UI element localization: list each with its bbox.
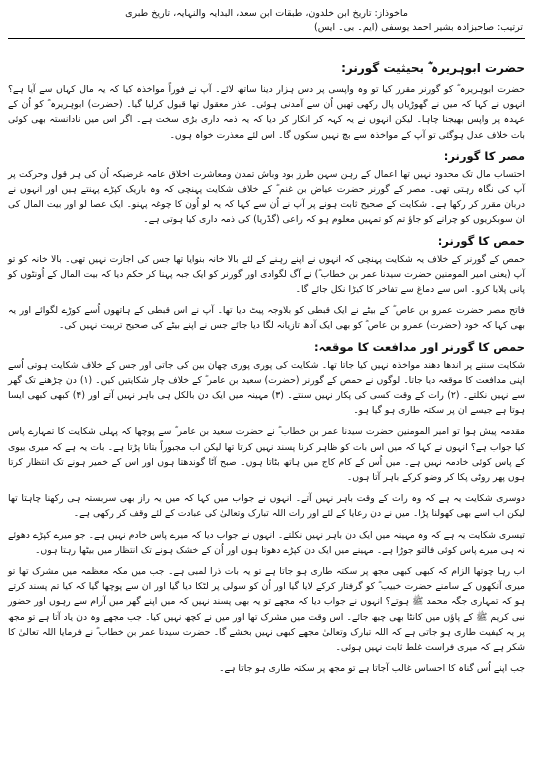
section-abu-hurairah [8,61,525,143]
paragraph: شکایت سننے پر اندھا دھند مواخذہ نہیں کیا جاتا تھا۔ شکایت کی پوری پوری چھان بین کی جاتی اور جس کے خلاف شکایت ہوتی اُسے اپنی مدافعت کا موقعہ دیا جاتا۔ لوگوں نے حمص کے گورنر (حضرت) سعید بن عامر ؓ کے خلاف چار شکایتیں کیں۔ (۱) دن چڑھنے تک گھر سے نہیں نکلتے۔ (۲) رات کے وقت کسی کی پکار نہیں سنتے۔ (۳) مہینہ میں ایک دن بالکل ہی باہر نہیں آتے اور (۴) کبھی کبھی ایسا ہوتا ہے جیسے ان پر سکتہ طاری ہو گیا ہو۔ [8,359,525,417]
section-heading: مصر کا گورنر: [443,148,525,163]
section-hims-defense [8,340,525,677]
section-heading: حضرت ابوہریرہ ؓ بحیثیت گورنر: [341,61,525,75]
paragraph: حضرت ابوہریرہ ؓ کو گورنر مقرر کیا تو وہ واپسی پر دس ہزار دینا ساتھ لائے۔ آپ نے فوراً مواخذہ کیا کہ یہ مال کہاں سے آیا ہے؟ انہوں نے کہا کہ میں نے گھوڑیاں پال رکھی تھیں اُن سے آمدنی ہوئی۔ عذر معقول تھا قبول کرلیا گیا۔ (حضرت) ابوہریرہ ؓ کو اُن کے عہدہ پر واپس بھیجنا چاہا۔ لیکن انہوں نے یہ کہہ کر انکار کر دیا کہ یہ ذمہ داری بڑی سخت ہے۔ اگر اس میں نادانستہ بھی کوئی بات خلاف عدل ہوگئی تو آپ کے مواخذہ سے بچ نہیں سکوں گا۔ اس لئے معذرت خواہ ہوں۔ [8,84,525,141]
section-hims-governor [8,234,525,334]
paragraph: احتساب مال تک محدود نہیں تھا اعمال کے رہن سہن طرز بود وباش تمدن ومعاشرت اخلاق عامہ غرضیکہ اُن کی ہر قول وحرکت پر آپ کی نگاہ رہتی تھی۔ مصر کے گورنر حضرت عیاض بن غنم ؓ کے خلاف شکایت پہنچی کہ وہ باریک کپڑے پہنتے ہیں اور انہوں نے دربان مقرر کر رکھا ہے۔ شکایت کے صحیح ثابت ہونے پر آپ نے اُن سے کہا کہ یہ لو اُون کا چوغہ پہنو۔ ایک عصا لو اور بیت المال کی ان سوبکریوں کو چرانے کو جاؤ تم کو تمہیں معلوم ہو کہ راعی (گڈریا) کی ذمہ داری کیا ہوتی ہے۔ [8,168,525,226]
section-heading: حمص کا گورنر: [437,233,525,248]
paragraph: مقدمہ پیش ہوا تو امیر المومنین حضرت سیدنا عمر بن خطاب ؓ نے حضرت سعید بن عامر ؓ سے پوچھا کہ پہلی شکایت کا تمہارے پاس کیا جواب ہے؟ انہوں نے کہا کہ میں اس بات کو ظاہر کرنا پسند نہیں کرتا تھا لیکن اب مجبوراً بتانا پڑتا ہے۔ بات یہ ہے کہ میری بیوی کے پاس کوئی خادمہ نہیں ہے۔ میں اُس کے کام کاج میں ہاتھ بٹاتا ہوں۔ صبح آٹا گوندھتا ہوں اور اس کے خمیر ہونے تک انتظار کرتا ہوں پھر روٹی پکا کر وضو کرکے باہر آتا ہوں۔ [8,426,525,484]
section-heading: حمص کا گورنر اور مدافعت کا موقعہ: [313,339,525,354]
section-egypt-governor [8,149,525,228]
paragraph: حمص کے گورنر کے خلاف یہ شکایت پہنچی کہ انہوں نے اپنے رہنے کے لئے بالا خانہ بنوایا تھا جس کی اجازت نہیں تھی۔ بالا خانہ کو تو آپ (یعنی امیر المومنین حضرت سیدنا عمر بن خطاب ؓ) نے آگ لگوادی اور گورنر کو ایک جبہ پہنا کر حکم دیا کہ بیت المال کے اُونٹوں کو پانی پلایا کرو۔ اس سے دماغ سے تفاخر کا کیڑا نکل جائے گا۔ [8,253,525,296]
paragraph: دوسری شکایت یہ ہے کہ وہ رات کے وقت باہر نہیں آتے۔ انہوں نے جواب میں کہا کہ میں یہ راز بھی سربستہ ہی رکھنا چاہتا تھا لیکن اب اسے بھی کھولنا پڑا۔ میں نے دن رعایا کے لئے اور رات اللہ تبارک وتعالیٰ کی عبادت کے لئے وقف کر رکھی ہے۔ [8,493,525,520]
paragraph: جب اپنے اُس گناہ کا احساس غالب آجاتا ہے تو مجھ پر سکتہ طاری ہو جاتا ہے۔ [219,663,525,675]
paragraph: فاتح مصر حضرت عمرو بن عاص ؓ کے بیٹے نے ایک قبطی کو بلاوجہ پیٹ دیا تھا۔ آپ نے اس قبطی کے ہاتھوں اُسے کوڑے لگوائے اور یہ بھی کہا کہ خود (حضرت) عمرو بن عاص ؓ کو بھی ایک آدھ تازیانہ لگا دیا جائے جس نے اپنے بیٹے کی صحیح تربیت نہیں کی۔ [8,305,525,332]
compiler-line: ترتیب: صاحبزادہ بشیر احمد یوسفی (ایم۔ بی۔ ایس) [313,22,523,33]
paragraph: تیسری شکایت یہ ہے کہ وہ مہینہ میں ایک دن باہر نہیں نکلتے۔ انہوں نے جواب دیا کہ میرے پاس خادم نہیں ہے۔ جو میرے کپڑے دھوئے نہ ہی میرے پاس کوئی فالتو جوڑا ہے۔ مہینے میں ایک دن کپڑے دھوتا ہوں اور اُن کے خشک ہونے تک انتظار میں بیٹھا رہتا ہوں۔ [8,529,525,556]
source-line: ماخوذاز: تاریخ ابن خلدون، طبقات ابن سعد، البدایہ والنہایہ، تاریخ طبری [125,8,408,19]
divider [8,38,525,39]
paragraph: اب رہا چوتھا الزام کہ کبھی کبھی مجھ پر سکتہ طاری ہو جاتا ہے تو یہ بات ذرا لمبی ہے۔ جب میں مکہ معظمہ میں مشرک تھا تو میری آنکھوں کے سامنے حضرت خبیب ؓ کو گرفتار کرکے لایا گیا اور اُن کو سولی پر لٹکا دیا گیا اور ان سے پوچھا گیا کہ کیا تم پسند کرتے ہو کہ تمہاری جگہ محمد ﷺ ہوتے؟ انہوں نے جواب دیا کہ مجھے تو یہ بھی پسند نہیں کہ میں اپنے گھر میں آرام سے رہوں اور حضور نبی کریم ﷺ کے پاؤں میں کانٹا بھی چبھ جائے۔ اس وقت میں مشرک تھا اور میں نے کچھ نہیں کیا۔ جب مجھے وہ دن یاد آتا ہے تو مجھ پر یہ کیفیت طاری ہو جاتی ہے کہ اللہ تبارک وتعالیٰ مجھے کبھی نہیں بخشے گا۔ حضرت سیدنا عمر بن خطاب ؓ نے فرمایا اللہ تعالیٰ کا شکر ہے کہ میری فراست غلط ثابت نہیں ہوئی۔ [8,566,525,654]
